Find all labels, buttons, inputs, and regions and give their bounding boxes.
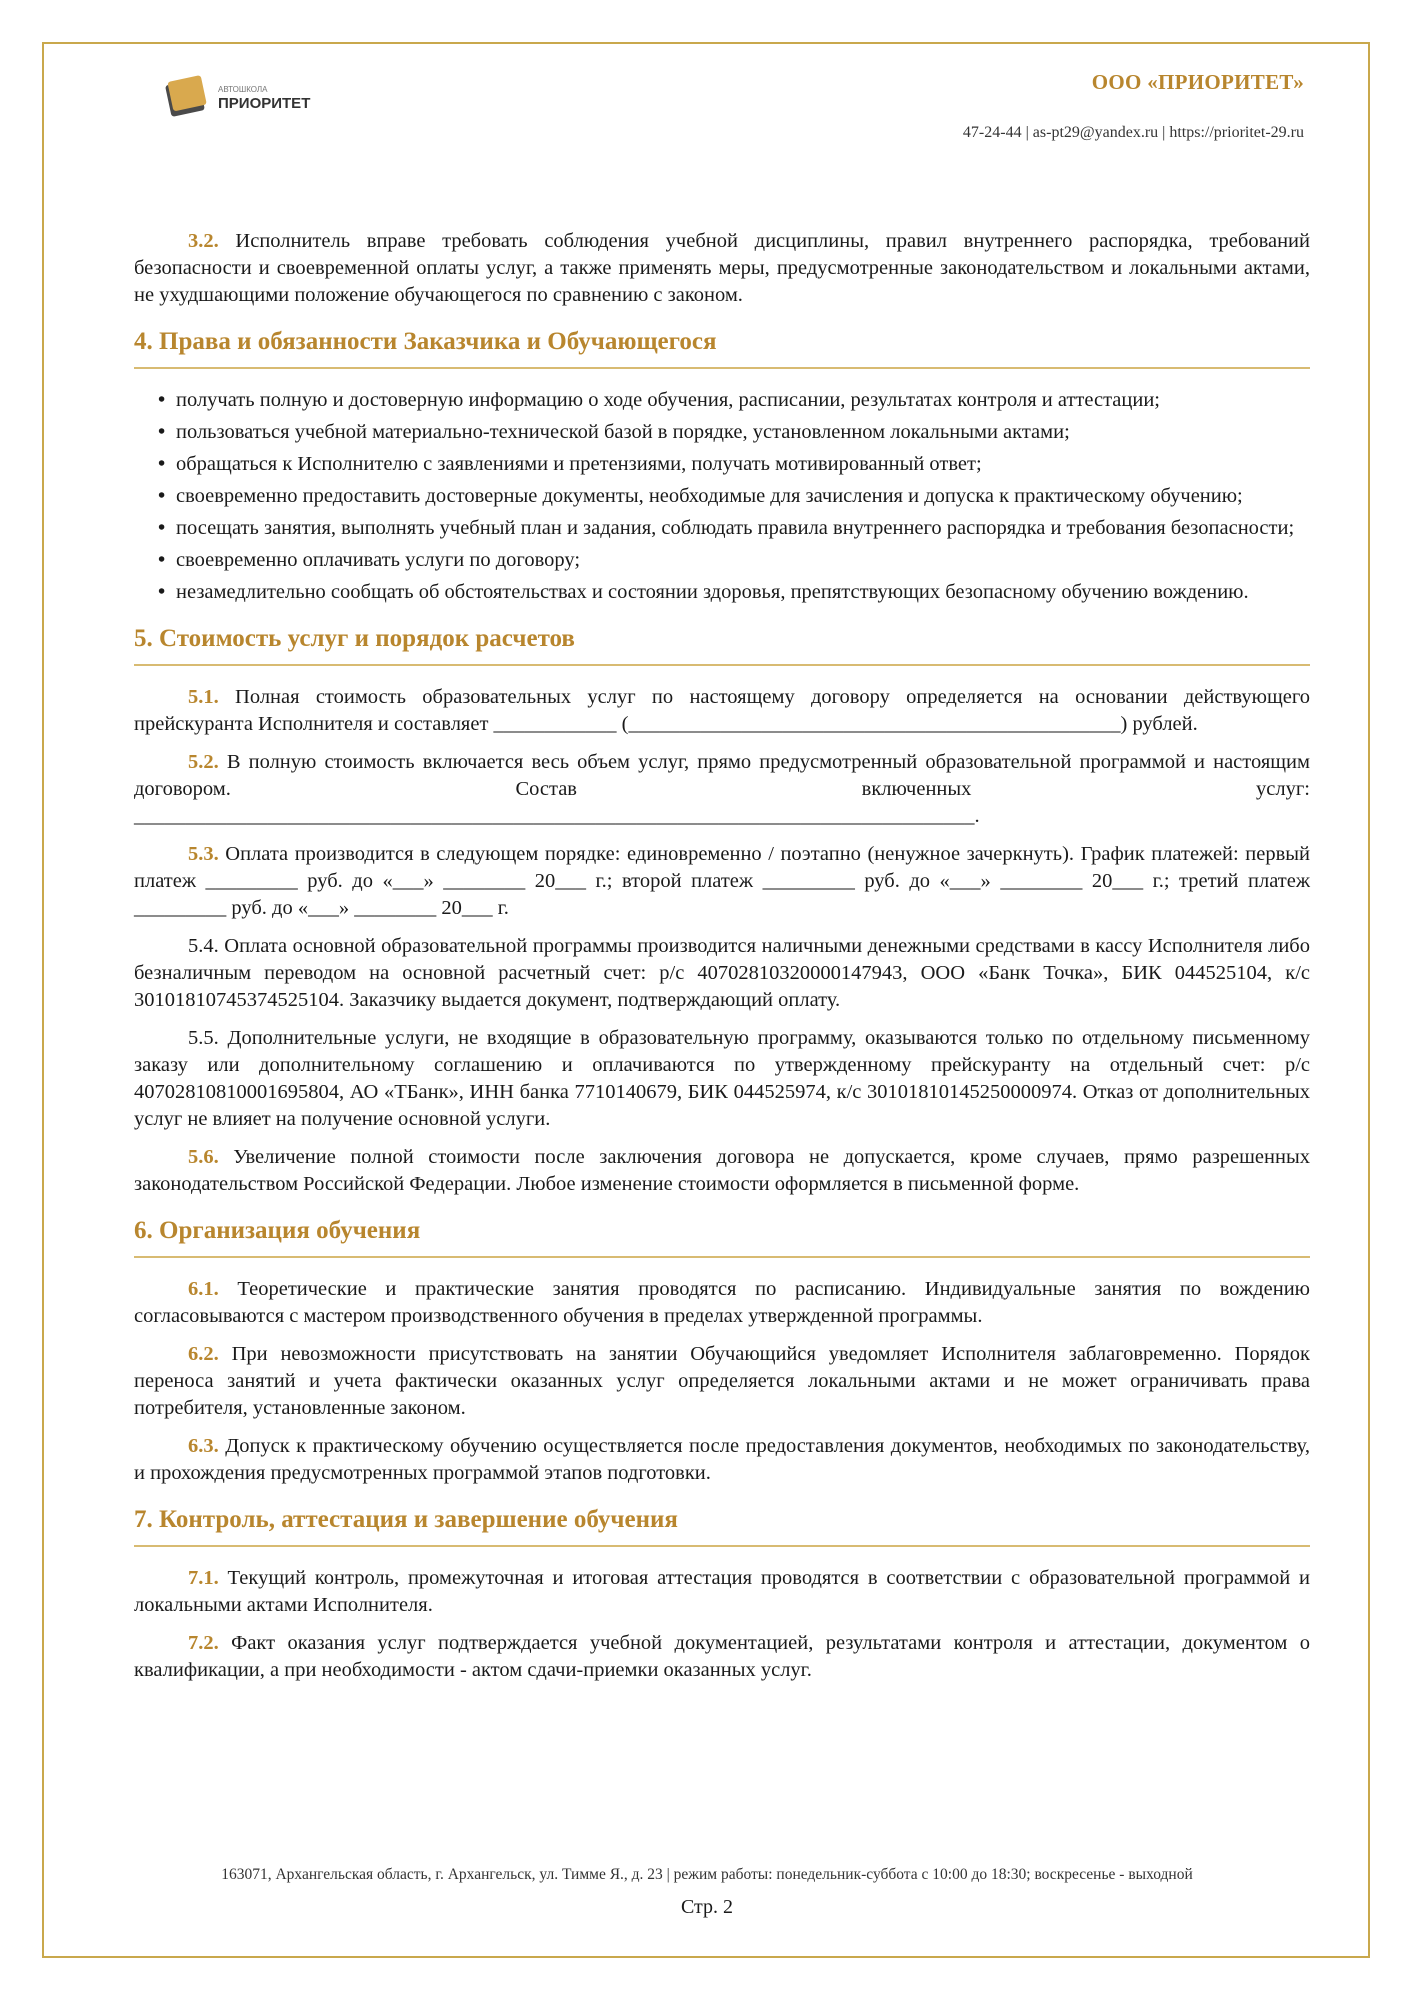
bullet-icon: • xyxy=(158,421,166,443)
clause-text: Теоретические и практические занятия проводятся по расписанию. Индивидуальные занятия по вождению согласовываются с мастером производственного обучения в пределах утвержденной программы. xyxy=(134,1278,1310,1327)
clause-5-3 xyxy=(134,841,1310,922)
clause-number: 5.5. xyxy=(188,1027,219,1049)
clause-5-2 xyxy=(134,749,1310,830)
list-item-text: посещать занятия, выполнять учебный план и задания, соблюдать правила внутреннего распорядка и требования безопасности; xyxy=(176,517,1295,539)
clause-text: Оплата производится в следующем порядке: единовременно / поэтапно (ненужное зачеркнуть). График платежей: первый платеж _________ руб. до «___» ________ 20___ г.; второй платеж _________ руб. до «___» ________ 20___ г.; третий платеж _________ руб. до «___» ________ 20___ г. xyxy=(134,843,1310,919)
clause-number: 5.2. xyxy=(188,751,219,773)
bullet-icon: • xyxy=(158,581,166,603)
clause-6-1 xyxy=(134,1276,1310,1330)
list-item-text: незамедлительно сообщать об обстоятельствах и состоянии здоровья, препятствующих безопасному обучению вождению. xyxy=(176,581,1249,603)
logo-name-text: ПРИОРИТЕТ xyxy=(218,95,311,112)
clause-number: 3.2. xyxy=(188,230,219,252)
clause-6-2 xyxy=(134,1341,1310,1422)
list-item-text: своевременно предоставить достоверные документы, необходимые для зачисления и допуска к практическому обучению; xyxy=(176,485,1243,507)
list-item xyxy=(158,547,1310,574)
list-item xyxy=(158,387,1310,414)
list-item-text: получать полную и достоверную информацию о ходе обучения, расписании, результатах контроля и аттестации; xyxy=(176,389,1160,411)
clause-text: Оплата основной образовательной программы производится наличными денежными средствами в кассу Исполнителя либо безналичным переводом на основной расчетный счет: р/с 40702810320000147943, ООО «Банк Точка», БИК 044525104, к/с 30101810745374525104. Заказчику выдается документ, подтверждающий оплату. xyxy=(134,935,1310,1011)
list-item-text: обращаться к Исполнителю с заявлениями и претензиями, получать мотивированный ответ; xyxy=(176,453,982,475)
list-item xyxy=(158,451,1310,478)
footer-address: 163071, Архангельская область, г. Архангельск, ул. Тимме Я., д. 23 | режим работы: понедельник-суббота с 10:00 до 18:30; воскресенье - выходной xyxy=(221,1866,1193,1883)
section-5-title: 5. Стоимость услуг и порядок расчетов xyxy=(134,624,1310,666)
clause-number: 7.2. xyxy=(188,1632,219,1654)
clause-5-5 xyxy=(134,1025,1310,1133)
clause-number: 6.2. xyxy=(188,1343,219,1365)
clause-text: Увеличение полной стоимости после заключения договора не допускается, кроме случаев, прямо разрешенных законодательством Российской Федерации. Любое изменение стоимости оформляется в письменной форме. xyxy=(134,1146,1310,1195)
clause-5-4 xyxy=(134,933,1310,1014)
clause-text: Допуск к практическому обучению осуществляется после предоставления документов, необходимых по законодательству, и прохождения предусмотренных программой этапов подготовки. xyxy=(134,1435,1310,1484)
list-item-text: пользоваться учебной материально-технической базой в порядке, установленном локальными актами; xyxy=(176,421,1070,443)
company-name: ООО «ПРИОРИТЕТ» xyxy=(1091,70,1304,94)
list-item xyxy=(158,579,1310,606)
clause-number: 5.4. xyxy=(188,935,219,957)
document-body xyxy=(134,228,1310,1695)
clause-3-2 xyxy=(134,228,1310,309)
list-item xyxy=(158,483,1310,510)
bullet-icon: • xyxy=(158,485,166,507)
clause-text: Исполнитель вправе требовать соблюдения учебной дисциплины, правил внутреннего распорядка, требований безопасности и своевременной оплаты услуг, а также применять меры, предусмотренные законодательством и локальными актами, не ухудшающими положение обучающегося по сравнению с законом. xyxy=(134,230,1310,306)
clause-number: 5.6. xyxy=(188,1146,219,1168)
clause-text: При невозможности присутствовать на занятии Обучающийся уведомляет Исполнителя заблаговременно. Порядок переноса занятий и учета фактически оказанных услуг определяется локальными актами и не может ограничивать права потребителя, установленные законом. xyxy=(134,1343,1310,1419)
bullet-icon: • xyxy=(158,549,166,571)
clause-6-3 xyxy=(134,1433,1310,1487)
clause-number: 5.1. xyxy=(188,686,219,708)
clause-text: Дополнительные услуги, не входящие в образовательную программу, оказываются только по отдельному письменному заказу или дополнительному соглашению и оплачиваются по утвержденному прейскуранту на отдельный счет: р/с 40702810810001695804, АО «ТБанк», ИНН банка 7710140679, БИК 044525974, к/с 30101810145250000974. Отказ от дополнительных услуг не влияет на получение основной услуги. xyxy=(134,1027,1310,1130)
bullet-icon: • xyxy=(158,517,166,539)
bullet-icon: • xyxy=(158,453,166,475)
clause-text: Полная стоимость образовательных услуг по настоящему договору определяется на основании действующего прейскуранта Исполнителя и составляет ____________ (________________________________________________) рублей. xyxy=(134,686,1310,735)
clause-text: В полную стоимость включается весь объем услуг, прямо предусмотренный образовательной программой и настоящим договором. Состав включенных услуг: __________________________________________________________________________________. xyxy=(134,751,1310,827)
clause-7-2 xyxy=(134,1630,1310,1684)
clause-number: 7.1. xyxy=(188,1567,219,1589)
company-contacts: 47-24-44 | as-pt29@yandex.ru | https://prioritet-29.ru xyxy=(962,124,1304,141)
logo-small-text: АВТОШКОЛА xyxy=(218,85,268,94)
clause-5-6 xyxy=(134,1144,1310,1198)
section-6-title: 6. Организация обучения xyxy=(134,1216,1310,1258)
section-7-title: 7. Контроль, аттестация и завершение обучения xyxy=(134,1505,1310,1547)
rights-list xyxy=(134,387,1310,606)
prioritet-logo xyxy=(160,70,311,126)
page-number: Стр. 2 xyxy=(680,1896,734,1918)
clause-number: 5.3. xyxy=(188,843,219,865)
clause-number: 6.1. xyxy=(188,1278,219,1300)
clause-7-1 xyxy=(134,1565,1310,1619)
clause-text: Факт оказания услуг подтверждается учебной документацией, результатами контроля и аттестации, документом о квалификации, а при необходимости - актом сдачи-приемки оказанных услуг. xyxy=(134,1632,1310,1681)
section-4-title: 4. Права и обязанности Заказчика и Обучающегося xyxy=(134,327,1310,369)
clause-5-1 xyxy=(134,684,1310,738)
list-item-text: своевременно оплачивать услуги по договору; xyxy=(176,549,581,571)
bullet-icon: • xyxy=(158,389,166,411)
list-item xyxy=(158,515,1310,542)
clause-number: 6.3. xyxy=(188,1435,219,1457)
clause-text: Текущий контроль, промежуточная и итоговая аттестация проводятся в соответствии с образовательной программой и локальными актами Исполнителя. xyxy=(134,1567,1310,1616)
list-item xyxy=(158,419,1310,446)
